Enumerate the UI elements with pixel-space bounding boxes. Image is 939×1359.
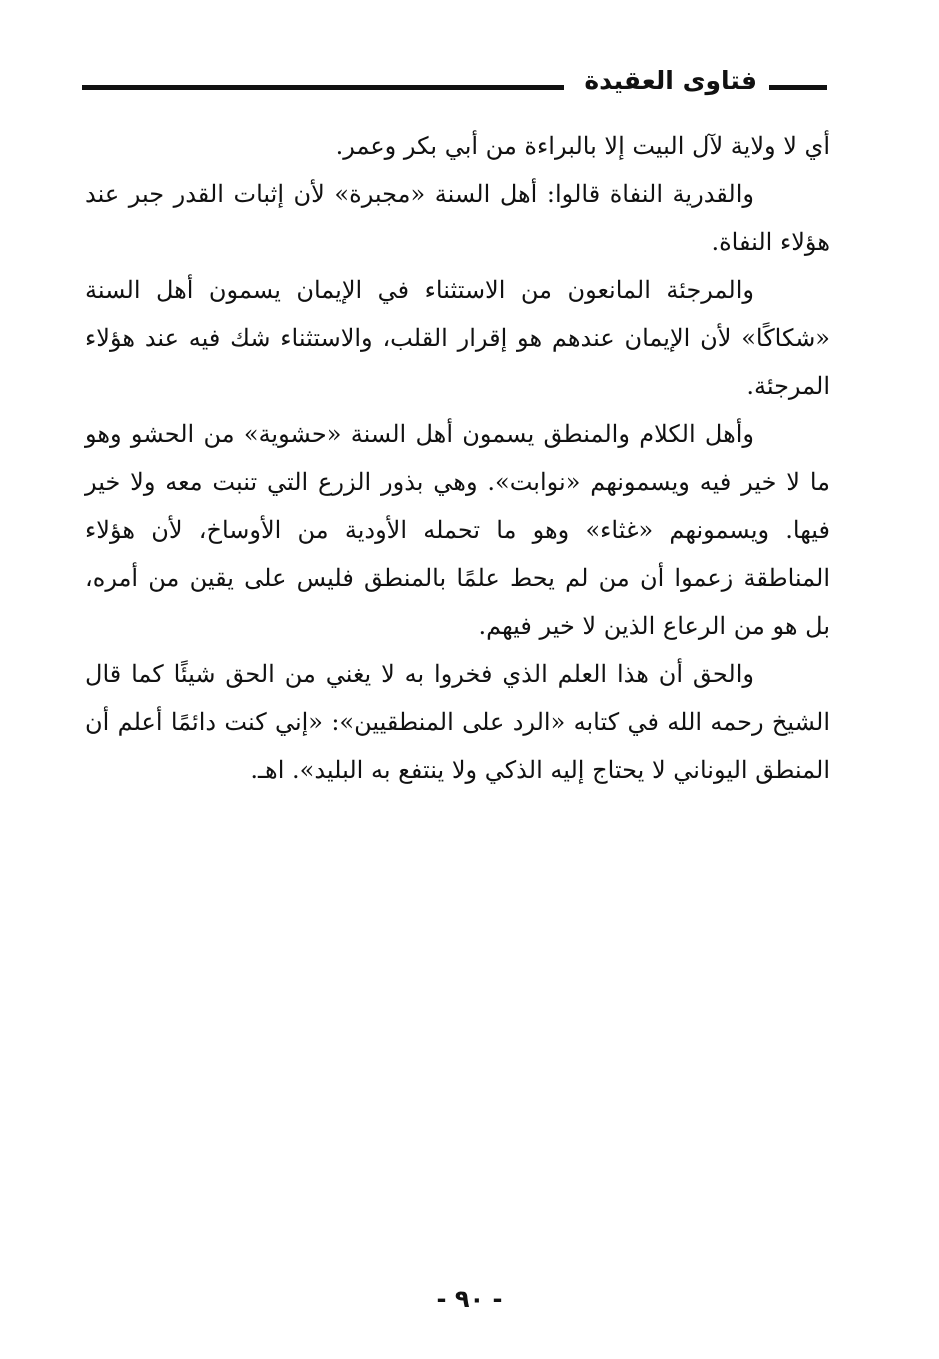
running-header	[82, 62, 827, 108]
paragraph-5: والحق أن هذا العلم الذي فخروا به لا يغني من الحق شيئًا كما قال الشيخ رحمه الله في كتابه «الرد على المنطقيين»: «إني كنت دائمًا أعلم أن المنطق اليوناني لا يحتاج إليه الذكي ولا ينتفع به البليد». اهـ.	[85, 660, 830, 784]
header-title: فتاوى العقيدة	[584, 66, 757, 95]
paragraph-2: والقدرية النفاة قالوا: أهل السنة «مجبرة» لأن إثبات القدر جبر عند هؤلاء النفاة.	[85, 180, 830, 256]
header-rule-short	[769, 85, 827, 90]
body-text	[85, 122, 830, 794]
paragraph-3: والمرجئة المانعون من الاستثناء في الإيمان يسمون أهل السنة «شكاكًا» لأن الإيمان عندهم هو إقرار القلب، والاستثناء شك فيه عند هؤلاء المرجئة.	[85, 276, 830, 400]
paragraph-1: أي لا ولاية لآل البيت إلا بالبراءة من أبي بكر وعمر.	[335, 132, 830, 160]
page-number: - ٩٠ -	[436, 1285, 503, 1313]
header-rule-long	[82, 85, 564, 90]
paragraph-4: وأهل الكلام والمنطق يسمون أهل السنة «حشوية» من الحشو وهو ما لا خير فيه ويسمونهم «نوابت». وهي بذور الزرع التي تنبت معه ولا خير فيها. ويسمونهم «غثاء» وهو ما تحمله الأودية من الأوساخ، لأن هؤلاء المناطقة زعموا أن من لم يحط علمًا بالمنطق فليس على يقين من أمره، بل هو من الرعاع الذين لا خير فيهم.	[85, 420, 830, 640]
